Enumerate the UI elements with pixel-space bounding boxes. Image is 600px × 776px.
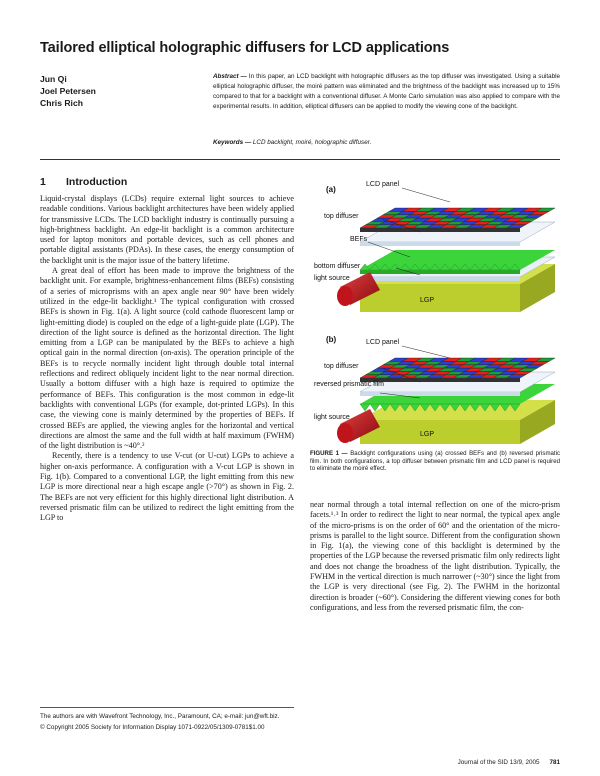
top-diffuser-label-b: top diffuser [324, 363, 359, 370]
lcd-panel-label-b: LCD panel [366, 339, 400, 346]
paragraph: near normal through a total internal reflection on one of the micro-prism facets.¹˒³ In order to redirect the light to near normal, the typical apex angle of the micro-prisms is on the order of 60° and the orientation of the micro-prisms is parallel to the light source. Different from the configuration shown in Fig. 1(a), the viewing cone of this backlight is determined by the properties of the LGP because the reversed prismatic film only redirects light and does not change the broadness of the light distribution. Typically, the FWHM in the vertical direction is much narrower (~30°) since the light from the LGP is very directional (see Fig. 2). The FWHM in the horizontal direction is broader (~60°). Considering the different viewing cones for both configurations, and less from the reversed prismatic film, the con- [310, 500, 560, 612]
lcd-panel-label: LCD panel [366, 181, 400, 188]
footnotes [40, 712, 340, 733]
panel-a-label: (a) [326, 185, 336, 194]
section-number: 1 [40, 176, 46, 188]
author-name: Chris Rich [40, 98, 83, 108]
backlight-diagram [310, 172, 560, 452]
top-diffuser-label: top diffuser [324, 213, 359, 220]
keywords-text: LCD backlight, moiré, holographic diffuser. [252, 139, 372, 146]
paragraph: Liquid-crystal displays (LCDs) require external light sources to achieve readable conditions. Various backlight architectures have been widely applied for transmissive LCDs. The LCD backlight industry is continually pursuing a high-brightness backlight. An edge-lit backlight is a common architecture used for laptop monitors and portable devices, such as cell phones and portable digital assistants (PDAs). In these cases, the energy consumption of the backlight unit is the major issue of the battery lifetime. [40, 194, 294, 265]
footnote-affiliation: The authors are with Wavefront Technology, Inc., Paramount, CA; e-mail: jun@wft.biz. [40, 713, 280, 720]
body-column-left [40, 194, 294, 524]
footnote-copyright: © Copyright 2005 Society for Information Display 1071-0922/05/1309-0781$1.00 [40, 723, 265, 731]
abstract-text: In this paper, an LCD backlight with holographic diffusers as the top diffuser was investigated. Using a suitable elliptical holographic diffuser, the moiré pattern was eliminated and the brightness of the backlight was increased up to 15% compared to that for a backlight with a conventional diffuser. A Monte Carlo simulation was also applied to compare with the experimental results. In addition, elliptical diffusers can be applied to modify the viewing cone of the backlight. [213, 73, 561, 111]
author-list [40, 73, 200, 109]
bottom-diffuser-label: bottom diffuser [314, 263, 361, 270]
keywords-label: Keywords — [213, 139, 252, 146]
paragraph: A great deal of effort has been made to improve the brightness of the backlight unit. For example, brightness-enhancement films (BEFs) consisting of a series of microprisms with an apex angle near 90° have been widely utilized in the edge-lit backlight.¹ The typical configuration with crossed BEFs is shown in Fig. 1(a). A light source (cold cathode fluorescent lamp or light-emitting diode) is coupled on the edge of a light-guide plate (LGP). The direction of the light source is defined as the horizontal direction. The light emitting from a LGP can be manipulated by the BEFs to achieve a high optical gain in the normal direction (on-axis). The operation principle of the BEFs is to recycle normally incident light through double total internal reflections and redirect obliquely incident light to the near normal direction. Usually a bottom diffuser with a high haze is required to optimize the performance of BEFs. This configuration is the most common in edge-lit backlights with conventional LGPs (for example, dot-printed LGPs). In this case, the viewing cone is mainly determined by the properties of BEFs. If crossed BEFs are applied, the viewing angles for the horizontal and vertical directions are almost the same and the full width at half maximum (FWHM) of the light distribution is ~40°.² [40, 266, 294, 451]
footnote-rule [40, 707, 294, 708]
lgp-label: LGP [420, 297, 435, 304]
caption-text: Backlight configurations using (a) crossed BEFs and (b) reversed prismatic film. In both configurations, a top diffuser between prismatic film and LCD panel is required to eliminate the moiré effect. [310, 450, 560, 473]
reversed-prismatic-film-label: reversed prismatic film [314, 381, 385, 388]
abstract [213, 72, 560, 112]
panel-b-label: (b) [326, 335, 337, 344]
page-footer [440, 759, 560, 766]
body-column-right [310, 500, 560, 613]
figure-caption [310, 450, 560, 473]
befs-label: BEFs [350, 236, 368, 243]
header-rule [40, 159, 560, 160]
figure-1 [310, 172, 560, 472]
author-name: Jun Qi [40, 74, 67, 84]
keywords [213, 139, 560, 146]
page-number: 781 [549, 759, 560, 766]
paper-title: Tailored elliptical holographic diffusers for LCD applications [40, 40, 450, 56]
abstract-label: Abstract — [213, 73, 247, 80]
light-source-label: light source [314, 275, 350, 282]
caption-label: FIGURE 1 — [310, 450, 348, 457]
light-source-label-b: light source [314, 414, 350, 421]
section-heading [40, 176, 127, 188]
journal-citation: Journal of the SID 13/9, 2005 [457, 759, 540, 766]
author-name: Joel Petersen [40, 86, 96, 96]
paragraph: Recently, there is a tendency to use V-cut (or U-cut) LGPs to achieve a higher on-axis performance. A configuration with a V-cut LGP is shown in Fig. 1(b). Compared to a conventional LGP, the light emitting from this new LGP is more directional near a high escape angle (>70°) as shown in Fig. 2. The BEFs are not very efficient for this highly directional light distribution. A reversed prismatic film can be utilized to redirect the light emitting from the LGP to [40, 451, 294, 523]
section-title: Introduction [66, 176, 128, 188]
lgp-label-b: LGP [420, 431, 435, 438]
